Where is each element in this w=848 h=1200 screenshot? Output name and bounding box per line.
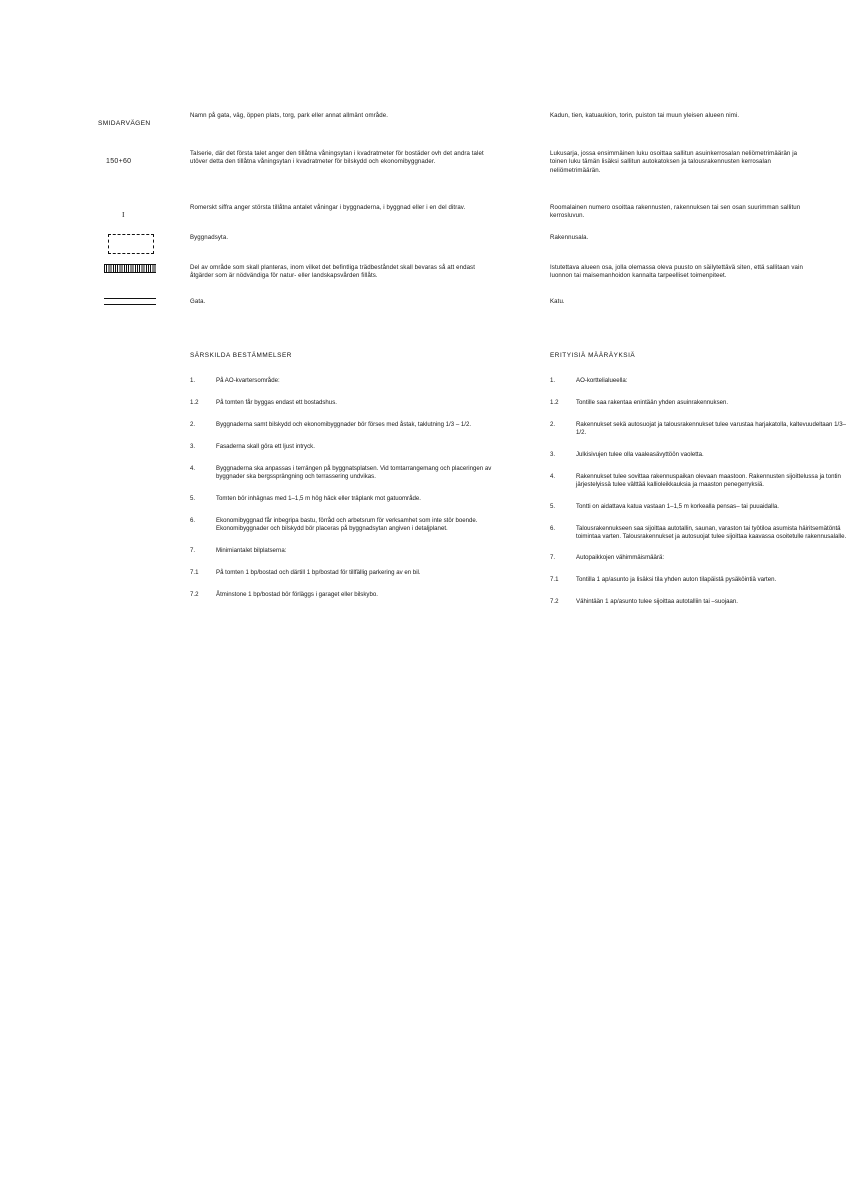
- provision-item: [190, 547, 520, 556]
- provisions-title-fi: ERITYISIÄ MÄÄRÄYKSIÄ: [550, 352, 636, 359]
- provision-text-fi: Julkisivujen tulee olla vaaleasävyttöön vaoletta.: [576, 450, 704, 458]
- provision-text-sv: Åtminstone 1 bp/bostad bör förläggs i garaget eller bilskybo.: [216, 590, 378, 598]
- legend-text-sv: Romerskt siffra anger största tillåtna antalet våningar i byggnaderna, i byggnad eller i en del ditrav.: [190, 204, 466, 211]
- provision-text-sv: På tomten får byggas endast ett bostadshus.: [216, 399, 337, 406]
- street-symbol: [104, 298, 156, 305]
- legend-text-fi: Katu.: [550, 298, 565, 305]
- provision-item: [550, 421, 848, 438]
- provision-text-fi: Autopaikkojen vähimmäismäärä:: [576, 554, 665, 562]
- legend-text-sv: Del av område som skall planteras, inom vilket det befintliga trädbeståndet skall bevaras så att endast åtgärder som är nödvändiga för natur- eller landskapsvården fillåts.: [190, 264, 475, 280]
- provisions-title-sv: SÄRSKILDA BESTÄMMELSER: [190, 352, 292, 359]
- provision-item: [190, 465, 520, 482]
- provisions-column-sv: [190, 352, 520, 613]
- provision-item: [190, 377, 520, 386]
- provision-number: 5.: [190, 494, 196, 502]
- legend-symbol-numeric-code: [98, 150, 192, 168]
- legend-row: [98, 234, 748, 244]
- legend-symbol-text: 150+60: [106, 158, 132, 165]
- provisions-column-fi: [550, 352, 848, 620]
- provision-text-fi: Talousrakennukseen saa sijoittaa autotallin, saunan, varaston tai työtiloa asumista häiritsemätöntä toimintaa varten. Talousrakennukset ja autosuojat tulee sijoittaa kaavassa osoitetulle rakennusalalle.: [576, 524, 847, 541]
- legend-text-fi: Istutettava alueen osa, jolla olemassa oleva puusto on säilytettävä siten, että sallitaan vain luonnon tai maisemanhoidon kannalta tarpeelliset toimenpiteet.: [550, 264, 803, 280]
- provision-text-sv: På tomten 1 bp/bostad och därtill 1 bp/bostad för tillfällig parkering av en bil.: [216, 568, 421, 576]
- legend-row: [98, 112, 748, 127]
- building-area-symbol: [108, 234, 154, 254]
- provision-text-sv: Byggnaderna samt bilskydd och ekonomibyggnader bör förses med åstak, taklutning 1/3 – 1/2.: [216, 421, 472, 428]
- legend-row: [98, 204, 801, 220]
- provision-item: [190, 517, 520, 534]
- provision-number: 3.: [190, 443, 196, 450]
- provision-number: 2.: [190, 421, 196, 428]
- provision-text-fi: AO-korttelialueella:: [576, 377, 628, 384]
- provision-number: 7.2: [550, 598, 559, 606]
- legend-symbol-double-line-road: [98, 298, 190, 310]
- planted-area-symbol: [104, 264, 156, 273]
- provision-item: [550, 399, 848, 408]
- provision-number: 4.: [190, 465, 196, 472]
- legend-text-fi: Rakennusala.: [550, 234, 589, 241]
- provision-text-fi: Vähintään 1 ap/asunto tulee sijoittaa autotalliin tai –suojaan.: [576, 598, 738, 606]
- provision-text-fi: Tontti on aidattava katua vastaan 1–1,5 m korkealla pensas– tai puuaidalla.: [576, 502, 779, 510]
- provision-item: [190, 443, 520, 452]
- provision-number: 7.1: [550, 576, 559, 584]
- legend-text-fi: Lukusarja, jossa ensimmäinen luku osoittaa sallitun asuinkerrosalan neliömetrimäärän ja toinen luku tämän lisäksi sallitun autokatoksen ja talousrakennusten kerrosalan neliömetrimäärän.: [550, 150, 798, 174]
- provision-number: 1.2: [550, 399, 559, 406]
- provision-text-fi: Rakennukset tulee sovittaa rakennuspaikan olevaan maastoon. Rakennusten sijoittelussa ja tontin järjestelyissä tulee välttää kallioleikkauksia ja maaston penegerryksiä.: [576, 472, 841, 489]
- provision-number: 6.: [190, 516, 196, 524]
- provision-text-fi: Tontilla 1 ap/asunto ja lisäksi tila yhden auton tilapäistä pysäköintiä varten.: [576, 576, 777, 584]
- provision-number: 2.: [550, 421, 556, 428]
- provision-item: [550, 503, 848, 512]
- provision-text-sv: Minimiantalet bilplatserna:: [216, 546, 287, 554]
- provision-item: [190, 591, 520, 600]
- legend-symbol-hatched-band: [98, 264, 190, 273]
- provision-item: [190, 421, 520, 430]
- provision-item: [550, 525, 848, 542]
- legend-text-sv: Talserie, där det första talet anger den tillåtna våningsytan i kvadratmeter för bostäder ovh det andra talet utöver detta den tillåtna våningsytan i kvadratmeter för bilskydd och ekonomibyggnader.: [190, 150, 484, 166]
- provision-item: [190, 569, 520, 578]
- provision-item: [550, 576, 848, 585]
- legend-text-sv: Namn på gata, väg, öppen plats, torg, park eller annat allmänt område.: [190, 112, 389, 119]
- legend-symbol-text: I: [122, 210, 125, 219]
- provision-text-sv: Fasaderna skall göra ett ljust intryck.: [216, 443, 315, 450]
- provision-text-fi: Tontille saa rakentaa enintään yhden asuinrakennuksen.: [576, 399, 729, 406]
- provision-number: 6.: [550, 524, 556, 532]
- legend-row: [98, 298, 748, 308]
- provision-item: [550, 473, 848, 490]
- provision-number: 7.: [550, 554, 556, 562]
- provision-number: 7.2: [190, 590, 199, 598]
- legend-symbol-text: SMIDARVÄGEN: [98, 120, 151, 127]
- legend-text-sv: Byggnadsyta.: [190, 234, 229, 241]
- provision-item: [190, 495, 520, 504]
- provision-text-sv: Byggnaderna ska anpassas i terrängen på byggnatsplatsen. Vid tomtarrangemang och placeringen av byggnader ska bergssprängning och terrassering undvikas.: [216, 465, 492, 481]
- provision-item: [550, 377, 848, 386]
- legend-row: [98, 150, 798, 174]
- provision-number: 7.1: [190, 568, 199, 576]
- provision-text-sv: Ekonomibyggnad får inbegripa bastu, förråd och arbetsrum för verksamhet som inte stör boende. Ekonomibyggnader och bilskydd bör placeras på byggnadsytan angiven i detaljplanet.: [216, 516, 478, 533]
- provision-item: [550, 451, 848, 460]
- provision-number: 3.: [550, 450, 556, 458]
- provision-number: 1.: [190, 377, 196, 384]
- legend-text-fi: Roomalainen numero osoittaa rakennusten, rakennuksen tai sen osan suurimman sallitun kerrosluvun.: [550, 204, 801, 220]
- provision-item: [550, 598, 848, 607]
- provision-text-sv: Tomten bör inhägnas med 1–1,5 m hög häck eller träplank mot gatuområde.: [216, 494, 421, 502]
- legend-symbol-dashed-rectangle: [98, 234, 194, 254]
- legend-symbol-street-name-label: [98, 112, 184, 130]
- provision-number: 7.: [190, 546, 196, 554]
- provision-item: [550, 554, 848, 563]
- legend-row: [98, 264, 803, 280]
- provision-number: 4.: [550, 472, 556, 480]
- provision-number: 1.: [550, 377, 556, 384]
- legend-text-fi: Kadun, tien, katuaukion, torin, puiston tai muun yleisen alueen nimi.: [550, 112, 740, 119]
- legend-text-sv: Gata.: [190, 298, 206, 305]
- provision-number: 5.: [550, 502, 556, 510]
- provision-text-fi: Rakennukset sekä autosuojat ja talousrakennukset tulee varustaa harjakatolla, kaltevuudeltaan 1/3–1/2.: [576, 421, 846, 437]
- provision-text-sv: På AO-kvartersområde:: [216, 377, 280, 384]
- provision-item: [190, 399, 520, 408]
- provision-number: 1.2: [190, 399, 199, 406]
